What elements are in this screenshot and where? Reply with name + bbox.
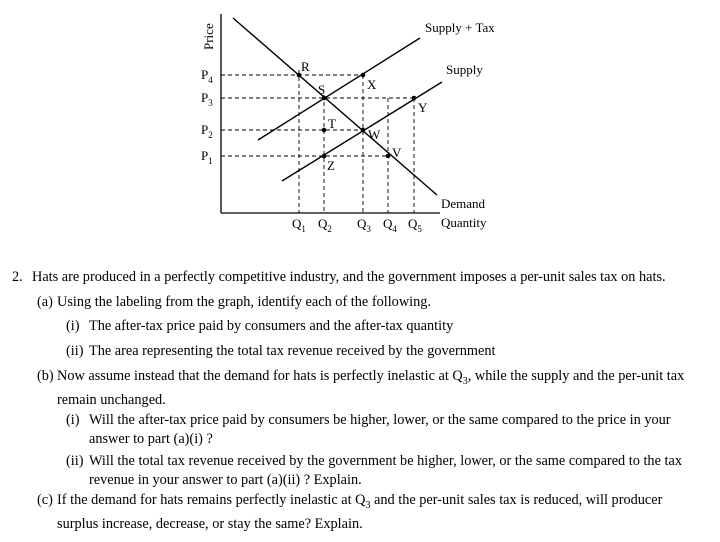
point-label-z: Z: [327, 158, 335, 173]
point-y: [412, 96, 417, 101]
quantity-label-q5: $Q_5$: [408, 216, 422, 234]
point-w: [361, 128, 366, 133]
supply-tax-label: Supply + Tax: [425, 20, 495, 35]
part-b-i-text: Will the after-tax price paid by consumers be higher, lower, or the same compared to the price in your answer to part (a)(i) ?: [89, 412, 671, 447]
part-b-ii-tag: (ii): [66, 453, 84, 469]
question-number: 2.: [12, 269, 23, 285]
supply-tax-curve: [258, 38, 420, 140]
part-b-i-tag: (i): [66, 412, 80, 428]
quantity-axis-label: Quantity: [441, 215, 487, 230]
point-label-y: Y: [418, 100, 428, 115]
question-stem-text: Hats are produced in a perfectly competitive industry, and the government imposes a per-unit sales tax on hats.: [32, 269, 666, 285]
part-a-i-tag: (i): [66, 318, 80, 334]
quantity-label-q4: $Q_4$: [383, 216, 397, 234]
point-label-v: V: [392, 145, 402, 160]
price-label-p1: $P_1$: [201, 148, 213, 166]
part-a-text: Using the labeling from the graph, identify each of the following.: [57, 294, 432, 310]
part-a-i: [66, 317, 696, 336]
price-axis-label: Price: [201, 23, 216, 50]
point-t: [322, 128, 327, 133]
part-c-tag: (c): [37, 492, 53, 508]
point-label-r: R: [301, 59, 310, 74]
part-b-i: [66, 411, 696, 449]
part-b-tag: (b): [37, 368, 54, 384]
point-label-t: T: [328, 116, 336, 131]
part-b: [37, 367, 697, 410]
part-a-ii-tag: (ii): [66, 343, 84, 359]
point-label-s: S: [318, 82, 326, 97]
demand-label: Demand: [441, 196, 486, 211]
part-b-ii: [66, 452, 696, 490]
quantity-label-q1: $Q_1$: [292, 216, 306, 234]
point-x: [361, 73, 366, 78]
point-z: [322, 154, 327, 159]
point-v: [386, 154, 391, 159]
part-a-ii: [66, 342, 696, 361]
price-label-p2: $P_2$: [201, 122, 213, 140]
quantity-label-q3: $Q_3$: [357, 216, 371, 234]
part-a-ii-text: The area representing the total tax revenue received by the government: [89, 343, 496, 359]
part-c-text: If the demand for hats remains perfectly inelastic at $Q_3$ and the per-unit sales tax is reduced, will producer surplus increase, decrease, or stay the same? Explain.: [57, 492, 663, 532]
part-b-text: Now assume instead that the demand for hats is perfectly inelastic at $Q_3$, while the supply and the per-unit tax remain unchanged.: [57, 368, 685, 408]
point-label-w: W: [368, 127, 381, 142]
part-a-tag: (a): [37, 294, 53, 310]
part-a-i-text: The after-tax price paid by consumers and the after-tax quantity: [89, 318, 454, 334]
part-c: [37, 491, 697, 534]
question-stem: [12, 268, 712, 287]
price-label-p4: $P_4$: [201, 67, 213, 85]
supply-label: Supply: [446, 62, 483, 77]
price-label-p3: $P_3$: [201, 90, 213, 108]
part-a: [37, 293, 697, 312]
demand-curve: [233, 18, 437, 195]
quantity-label-q2: $Q_2$: [318, 216, 332, 234]
part-b-ii-text: Will the total tax revenue received by the government be higher, lower, or the same compared to the tax revenue in your answer to part (a)(ii) ? Explain.: [89, 453, 682, 488]
point-label-x: X: [367, 77, 377, 92]
supply-demand-graph: [0, 0, 720, 262]
